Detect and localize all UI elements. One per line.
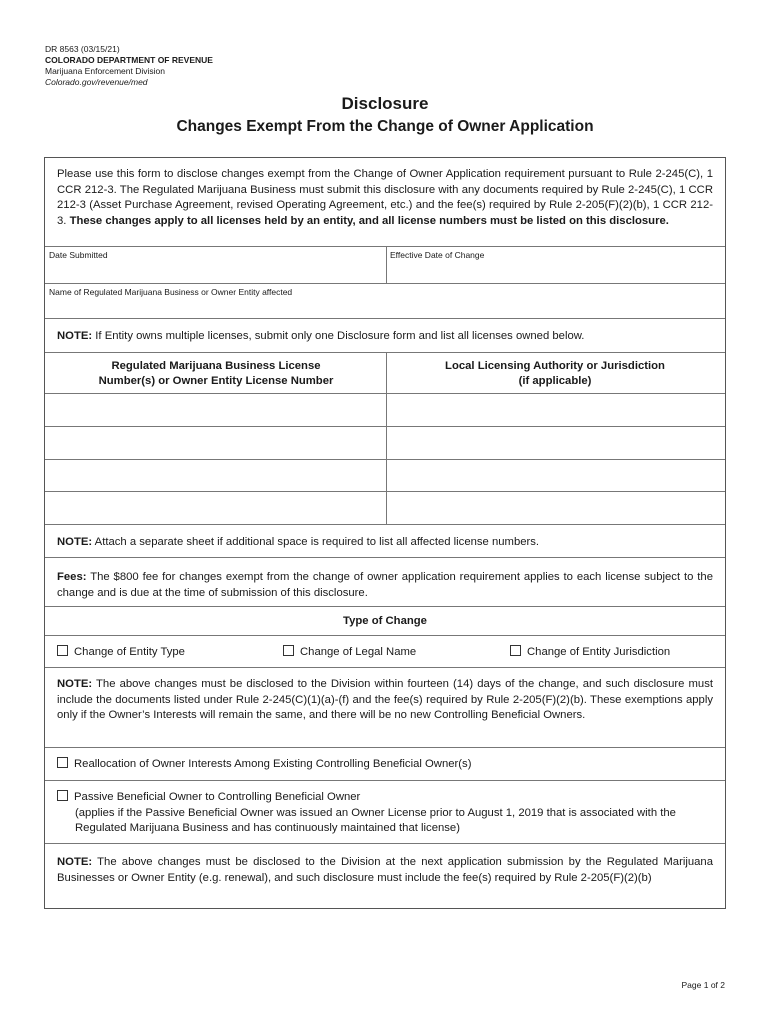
note1-text: If Entity owns multiple licenses, submit only one Disclosure form and list all licenses owned below.: [92, 330, 585, 342]
fees-label: Fees:: [57, 571, 87, 583]
intro-section: [45, 158, 725, 247]
effective-date-label: Effective Date of Change: [390, 250, 485, 260]
passive-owner-checkbox[interactable]: [57, 790, 68, 801]
division-name: Marijuana Enforcement Division: [45, 66, 165, 76]
date-row: [45, 247, 725, 284]
page-subtitle: Changes Exempt From the Change of Owner Application: [176, 118, 594, 135]
disclosure-form: [44, 157, 726, 909]
license-number-header-line1: Regulated Marijuana Business License: [111, 360, 321, 372]
legal-name-label: Change of Legal Name: [300, 646, 417, 658]
license-number-header-line2: Number(s) or Owner Entity License Number: [98, 375, 334, 387]
intro-bold-text: These changes apply to all licenses held by an entity, and all license numbers must be listed on this disclosure.: [69, 214, 669, 227]
business-name-label: Name of Regulated Marijuana Business or Owner Entity affected: [49, 287, 293, 297]
option-passive-owner[interactable]: [57, 790, 707, 837]
date-submitted-field[interactable]: [45, 247, 386, 283]
page-number: Page 1 of 2: [681, 980, 725, 990]
jurisdiction-header-line2: (if applicable): [518, 375, 592, 387]
note3-row: [45, 668, 725, 748]
form-number: DR 8563 (03/15/21): [45, 44, 120, 54]
license-number-cell[interactable]: [45, 427, 386, 459]
license-number-cell[interactable]: [45, 460, 386, 491]
table-row: [45, 460, 725, 492]
form-header: [45, 44, 213, 88]
note1-row: [45, 319, 725, 353]
legal-name-checkbox[interactable]: [283, 645, 294, 656]
table-row: [45, 492, 725, 525]
reallocation-checkbox[interactable]: [57, 757, 68, 768]
passive-owner-detail: (applies if the Passive Beneficial Owner was issued an Owner License prior to August 1, 2019 that is associated with the Regulated Marijuana Business and has continuously maintained that license): [75, 806, 676, 834]
jurisdiction-header-line1: Local Licensing Authority or Jurisdiction: [445, 360, 665, 372]
business-name-row: [45, 284, 725, 319]
license-number-column-header: [51, 359, 381, 389]
fees-text: The $800 fee for changes exempt from the change of owner application requirement applies to each license subject to the change and is due at the time of submission of this disclosure.: [57, 571, 713, 599]
jurisdiction-cell[interactable]: [387, 394, 725, 426]
reallocation-label: Reallocation of Owner Interests Among Existing Controlling Beneficial Owner(s): [74, 758, 472, 770]
jurisdiction-column-header: [390, 359, 720, 389]
note4-paragraph: [45, 844, 725, 886]
effective-date-field[interactable]: [387, 247, 725, 283]
license-table-header: [45, 353, 725, 394]
passive-owner-row: [45, 781, 725, 844]
note3-text: The above changes must be disclosed to the Division within fourteen (14) days of the change, and such disclosure must include the documents listed under Rule 2-245(C)(1)(a)-(f) and the fee(s) required by Rule 2-205(F)(2)(b). These exemptions apply only if the Owner’s Interests will remain the same, and there will be no new Controlling Beneficial Owners.: [57, 678, 713, 721]
department-name: COLORADO DEPARTMENT OF REVENUE: [45, 55, 213, 65]
type-of-change-heading: Type of Change: [343, 615, 427, 627]
type-of-change-heading-row: [45, 607, 725, 636]
entity-type-checkbox[interactable]: [57, 645, 68, 656]
reallocation-row: [45, 748, 725, 781]
type-of-change-options: [45, 636, 725, 668]
note3-paragraph: [45, 668, 725, 724]
page-title: Disclosure: [341, 94, 429, 113]
intro-text: Please use this form to disclose changes exempt from the Change of Owner Application requirement pursuant to Rule 2-245(C), 1 CCR 212-3. The Regulated Marijuana Business must submit this disclosure with any documents required by Rule 2-245(C), 1 CCR 212-3 (Asset Purchase Agreement, revised Operating Agreement, etc.) and the fee(s) required by Rule 2-205(F)(2)(b), 1 CCR 212-3.: [57, 168, 713, 227]
note1-label: NOTE:: [57, 330, 93, 342]
jurisdiction-cell[interactable]: [387, 492, 725, 524]
entity-jurisdiction-checkbox[interactable]: [510, 645, 521, 656]
intro-paragraph: [45, 158, 725, 229]
jurisdiction-cell[interactable]: [387, 460, 725, 491]
note2-paragraph: [45, 525, 725, 551]
passive-owner-label: Passive Beneficial Owner to Controlling Beneficial Owner: [74, 791, 361, 803]
license-number-cell[interactable]: [45, 394, 386, 426]
note1-paragraph: [45, 319, 725, 345]
table-row: [45, 427, 725, 460]
table-row: [45, 394, 725, 427]
option-entity-jurisdiction[interactable]: [510, 645, 670, 658]
note4-label: NOTE:: [57, 856, 93, 868]
jurisdiction-cell[interactable]: [387, 427, 725, 459]
note2-text: Attach a separate sheet if additional space is required to list all affected license numbers.: [92, 536, 540, 548]
option-legal-name[interactable]: [283, 645, 416, 658]
note2-label: NOTE:: [57, 536, 93, 548]
fees-row: [45, 558, 725, 607]
date-submitted-label: Date Submitted: [49, 250, 108, 260]
license-number-cell[interactable]: [45, 492, 386, 524]
website-text: Colorado.gov/revenue/med: [45, 77, 148, 87]
entity-type-label: Change of Entity Type: [74, 646, 185, 658]
note4-text: The above changes must be disclosed to the Division at the next application submission by the Regulated Marijuana Businesses or Owner Entity (e.g. renewal), and such disclosure must include the fee(s) required by Rule 2-205(F)(2)(b): [57, 856, 713, 884]
business-name-field[interactable]: [45, 284, 725, 318]
option-reallocation[interactable]: [57, 757, 471, 770]
option-entity-type[interactable]: [57, 645, 185, 658]
note3-label: NOTE:: [57, 678, 93, 690]
note2-row: [45, 525, 725, 558]
note4-row: [45, 844, 725, 908]
table-header-divider: [386, 353, 387, 393]
fees-paragraph: [45, 558, 725, 601]
entity-jurisdiction-label: Change of Entity Jurisdiction: [527, 646, 671, 658]
